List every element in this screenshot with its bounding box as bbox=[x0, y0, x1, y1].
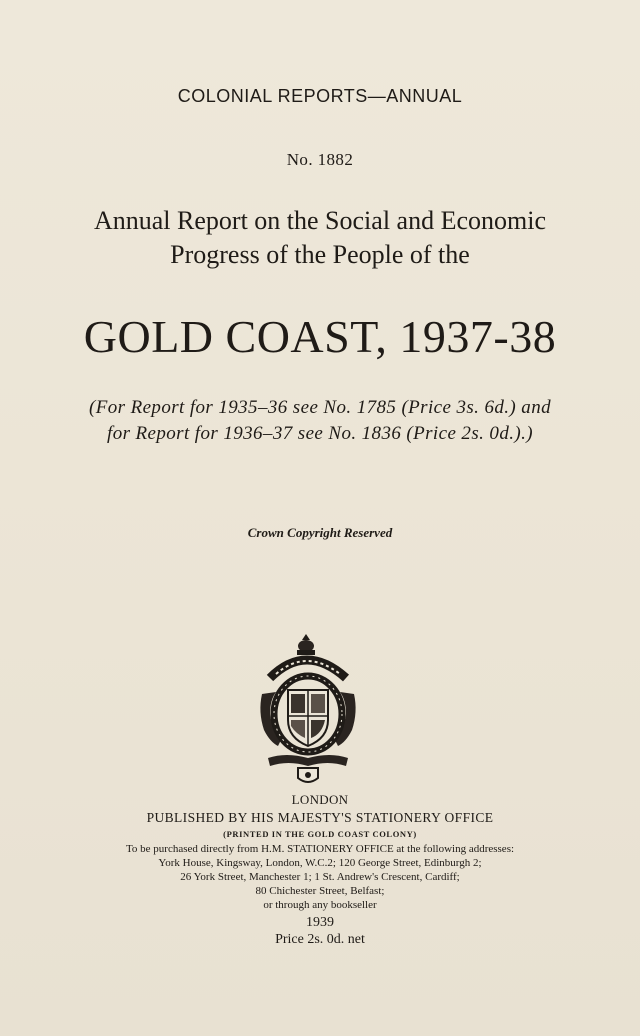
series-heading: COLONIAL REPORTS—ANNUAL bbox=[177, 86, 463, 106]
report-title-line-2: Progress of the People of the bbox=[170, 240, 470, 269]
report-number: No. 1882 bbox=[286, 150, 354, 169]
price-notice: Price 2s. 0d. net bbox=[275, 932, 365, 947]
imprint-address-line: York House, Kingsway, London, W.C.2; 120 George Street, Edinburgh 2; bbox=[158, 857, 482, 869]
royal-coat-of-arms-icon bbox=[256, 634, 360, 786]
previous-reports-note-line-1: (For Report for 1935–36 see No. 1785 (Price 3s. 6d.) and bbox=[89, 397, 551, 418]
report-country-title: GOLD COAST, 1937-38 bbox=[83, 311, 557, 362]
imprint-printed-in: (PRINTED IN THE GOLD COAST COLONY) bbox=[223, 829, 417, 839]
report-title-line-1: Annual Report on the Social and Economic bbox=[93, 206, 546, 235]
imprint-address-line: 26 York Street, Manchester 1; 1 St. Andrew's Crescent, Cardiff; bbox=[180, 871, 460, 883]
publication-year: 1939 bbox=[306, 915, 334, 930]
crown-copyright-notice: Crown Copyright Reserved bbox=[247, 525, 393, 540]
imprint-city: LONDON bbox=[291, 792, 349, 807]
imprint-publisher: PUBLISHED BY HIS MAJESTY'S STATIONERY OFFICE bbox=[146, 810, 494, 825]
imprint-address-line: To be purchased directly from H.M. STATIONERY OFFICE at the following addresses: bbox=[125, 843, 515, 855]
previous-reports-note-line-2: for Report for 1936–37 see No. 1836 (Price 2s. 0d.).) bbox=[107, 423, 533, 444]
imprint-address-line: or through any bookseller bbox=[263, 899, 377, 911]
imprint-address-line: 80 Chichester Street, Belfast; bbox=[255, 885, 385, 897]
